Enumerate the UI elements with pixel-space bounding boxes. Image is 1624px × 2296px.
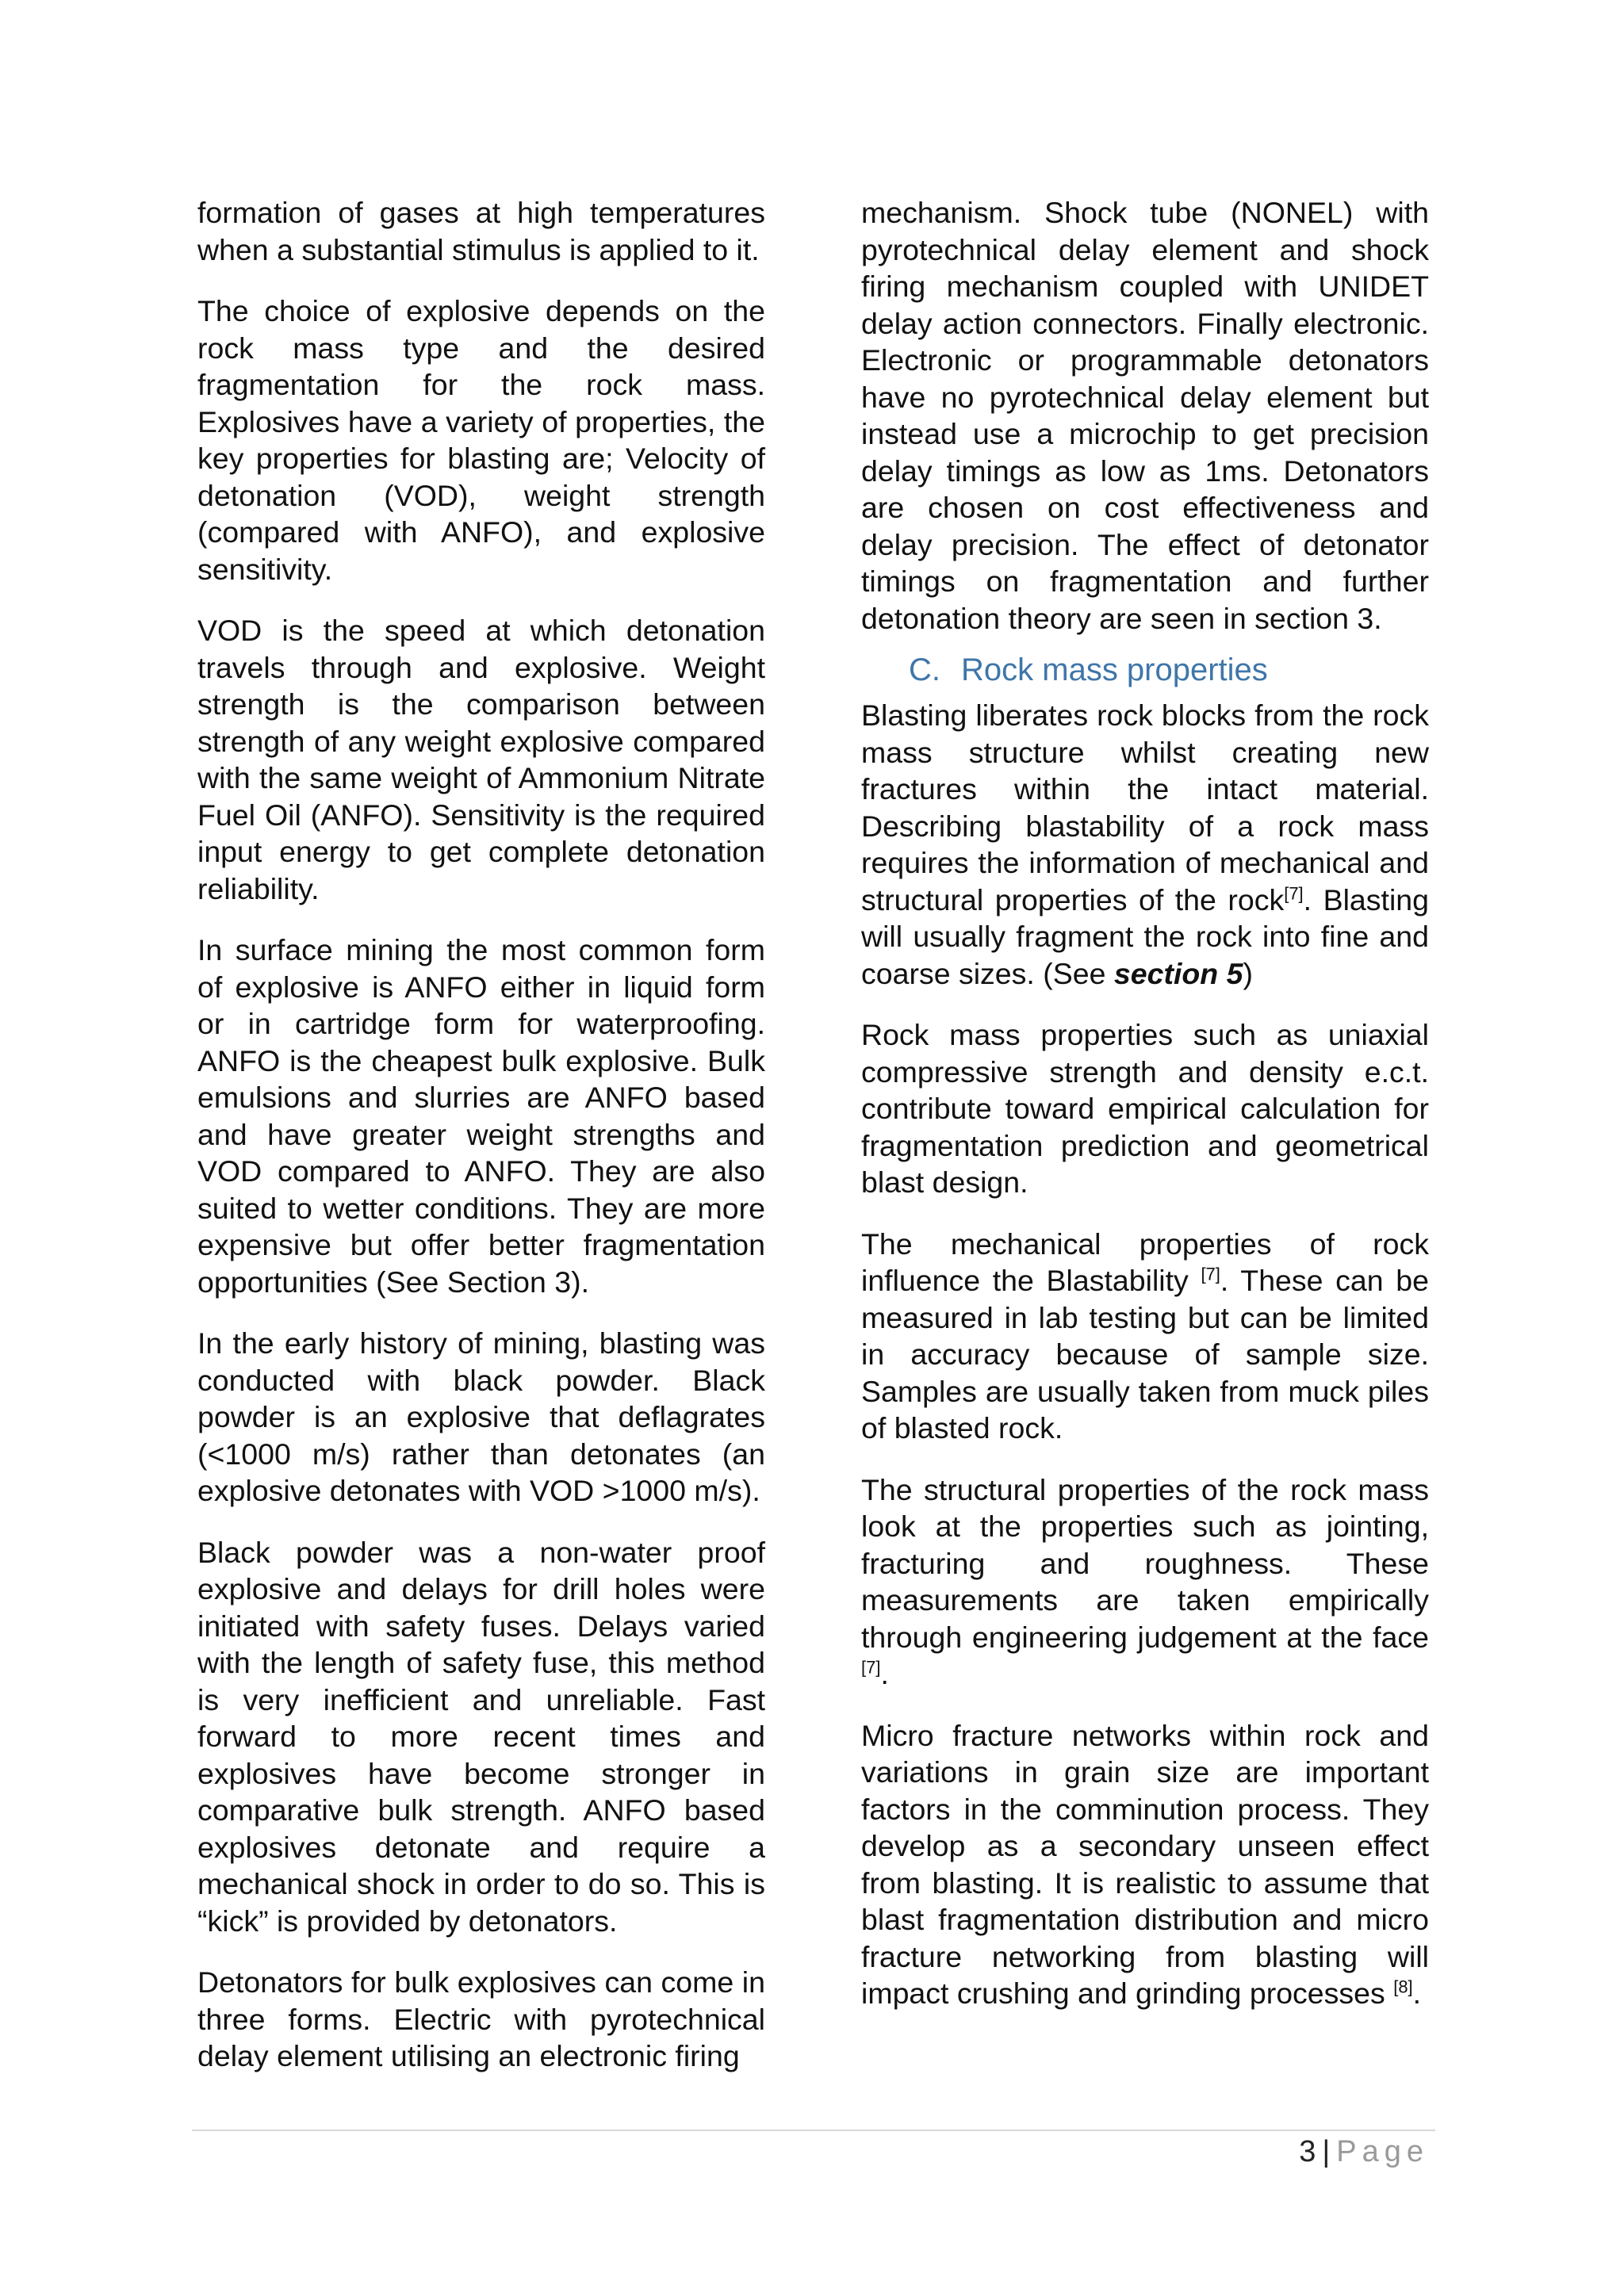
text-run: Blasting liberates rock blocks from the rock mass structure whilst creating new fractures within the intact material. Describing blastability of a rock mass requires the information of mechanical and structural properties of the rock [861, 698, 1429, 916]
paragraph: VOD is the speed at which detonation travels through and explosive. Weight strength is the comparison between strength of any weight explosive compared with the same weight of Ammonium Nitrate Fuel Oil (ANFO). Sensitivity is the required input energy to get complete detonation reliability. [197, 614, 765, 905]
paragraph: Detonators for bulk explosives can come in three forms. Electric with pyrotechnical delay element utilising an electronic firing [197, 1965, 765, 2072]
text-run: . These can be measured in lab testing but can be limited in accuracy because of sample size. Samples are usually taken from muck piles of blasted rock. [861, 1264, 1429, 1445]
paragraph [861, 1471, 1429, 1693]
paragraph: Black powder was a non-water proof explosive and delays for drill holes were initiated with safety fuses. Delays varied with the length of safety fuse, this method is very inefficient and unreliable. Fast forward to more recent times and explosives have become stronger in comparative bulk strength. ANFO based explosives detonate and require a mechanical shock in order to do so. This is “kick” is provided by detonators. [197, 1535, 765, 1938]
page-number: 3 [1299, 2135, 1316, 2168]
text-run: ) [1243, 956, 1253, 990]
citation: [7] [1284, 883, 1304, 903]
section-heading-number: C. [909, 652, 940, 687]
citation: [7] [1201, 1264, 1220, 1284]
section-heading-text: Rock mass properties [961, 652, 1268, 687]
paragraph: In the early history of mining, blasting was conducted with black powder. Black powder is an explosive that deflagrates (<1000 m/s) rather than detonates (an explosive detonates with VOD >1000 m/s). [197, 1326, 765, 1507]
right-column [861, 194, 1429, 2012]
citation: [8] [1393, 1976, 1413, 1997]
text-run: The structural properties of the rock mass look at the properties such as jointing, fracturing and roughness. These measurements are taken empirically through engineering judgement at the face [861, 1472, 1429, 1654]
text-run: Micro fracture networks within rock and variations in grain size are important factors in the comminution process. They develop as a secondary unseen effect from blasting. It is realistic to assume that blast fragmentation distribution and micro fracture networking from blasting will impact crushing and grinding processes [861, 1718, 1429, 2010]
section-reference: section 5 [1113, 956, 1243, 990]
footer-divider [192, 2130, 1435, 2131]
paragraph: mechanism. Shock tube (NONEL) with pyrotechnical delay element and shock firing mechanism coupled with UNIDET delay action connectors. Finally electronic. Electronic or programmable detonators have no pyrotechnical delay element but instead use a microchip to get precision delay timings as low as 1ms. Detonators are chosen on cost effectiveness and delay precision. The effect of detonator timings on fragmentation and further detonation theory are seen in section 3. [861, 196, 1429, 635]
paragraph: Rock mass properties such as uniaxial compressive strength and density e.c.t. contribute toward empirical calculation for fragmentation prediction and geometrical blast design. [861, 1018, 1429, 1199]
text-run: . Blasting will usually fragment the rock into fine and coarse sizes. (See [861, 882, 1429, 990]
footer-separator: | [1322, 2135, 1331, 2168]
paragraph: formation of gases at high temperatures when a substantial stimulus is applied to it. [197, 196, 765, 266]
text-run: The mechanical properties of rock influence the Blastability [861, 1226, 1429, 1297]
page-footer [1299, 2133, 1429, 2171]
page-label: Page [1336, 2135, 1429, 2168]
section-heading [861, 651, 1429, 689]
text-run: . [1412, 1976, 1422, 2010]
text-run: . [880, 1657, 889, 1690]
paragraph [861, 697, 1429, 992]
left-column [197, 194, 765, 2075]
citation: [7] [861, 1657, 881, 1678]
paragraph: In surface mining the most common form of explosive is ANFO either in liquid form or in cartridge form for waterproofing. ANFO is the cheapest bulk explosive. Bulk emulsions and slurries are ANFO based and have greater weight strengths and VOD compared to ANFO. They are also suited to wetter conditions. They are more expensive but offer better fragmentation opportunities (See Section 3). [197, 933, 765, 1299]
paragraph [861, 1717, 1429, 2012]
paragraph: The choice of explosive depends on the rock mass type and the desired fragmentation for the rock mass. Explosives have a variety of properties, the key properties for blasting are; Velocity of detonation (VOD), weight strength (compared with ANFO), and explosive sensitivity. [197, 294, 765, 586]
paragraph [861, 1226, 1429, 1447]
